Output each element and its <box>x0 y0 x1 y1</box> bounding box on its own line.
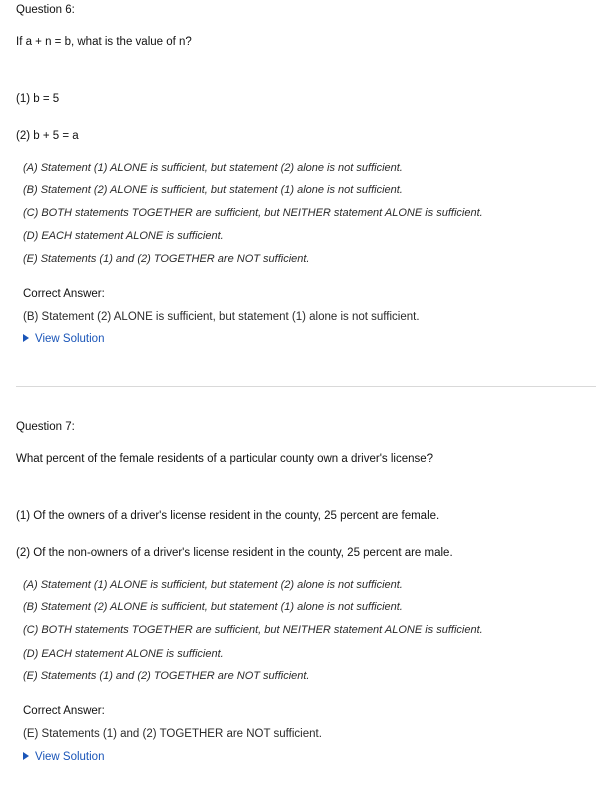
question-6-label: Question 6: <box>16 4 75 16</box>
view-solution-label: View Solution <box>35 333 105 345</box>
correct-answer-value: (B) Statement (2) ALONE is sufficient, but statement (1) alone is not sufficient. <box>23 311 420 323</box>
choice-e: (E) Statements (1) and (2) TOGETHER are NOT sufficient. <box>23 253 310 265</box>
question-7-stem: What percent of the female residents of a particular county own a driver's license? <box>16 453 434 465</box>
view-solution-link[interactable] <box>23 333 104 345</box>
choice-d: (D) EACH statement ALONE is sufficient. <box>23 648 224 660</box>
question-6-statement-2: (2) b + 5 = a <box>16 130 79 142</box>
correct-answer-value: (E) Statements (1) and (2) TOGETHER are NOT sufficient. <box>23 728 322 740</box>
choice-b: (B) Statement (2) ALONE is sufficient, but statement (1) alone is not sufficient. <box>23 184 403 196</box>
choice-a: (A) Statement (1) ALONE is sufficient, but statement (2) alone is not sufficient. <box>23 579 403 591</box>
divider <box>16 386 596 387</box>
choice-c: (C) BOTH statements TOGETHER are sufficient, but NEITHER statement ALONE is sufficient. <box>23 624 483 636</box>
play-triangle-icon <box>23 752 29 760</box>
play-triangle-icon <box>23 334 29 342</box>
choice-a: (A) Statement (1) ALONE is sufficient, but statement (2) alone is not sufficient. <box>23 162 403 174</box>
correct-answer-label: Correct Answer: <box>23 288 105 300</box>
question-6-stem: If a + n = b, what is the value of n? <box>16 36 192 48</box>
view-solution-link[interactable] <box>23 751 104 763</box>
view-solution-label: View Solution <box>35 751 105 763</box>
choice-e: (E) Statements (1) and (2) TOGETHER are NOT sufficient. <box>23 670 310 682</box>
question-7-statement-1: (1) Of the owners of a driver's license resident in the county, 25 percent are female. <box>16 510 440 522</box>
choice-b: (B) Statement (2) ALONE is sufficient, but statement (1) alone is not sufficient. <box>23 601 403 613</box>
question-7-label: Question 7: <box>16 421 75 433</box>
question-7-statement-2: (2) Of the non-owners of a driver's license resident in the county, 25 percent are male. <box>16 547 453 559</box>
choice-c: (C) BOTH statements TOGETHER are sufficient, but NEITHER statement ALONE is sufficient. <box>23 207 483 219</box>
choice-d: (D) EACH statement ALONE is sufficient. <box>23 230 224 242</box>
question-6-statement-1: (1) b = 5 <box>16 93 60 105</box>
correct-answer-label: Correct Answer: <box>23 705 105 717</box>
